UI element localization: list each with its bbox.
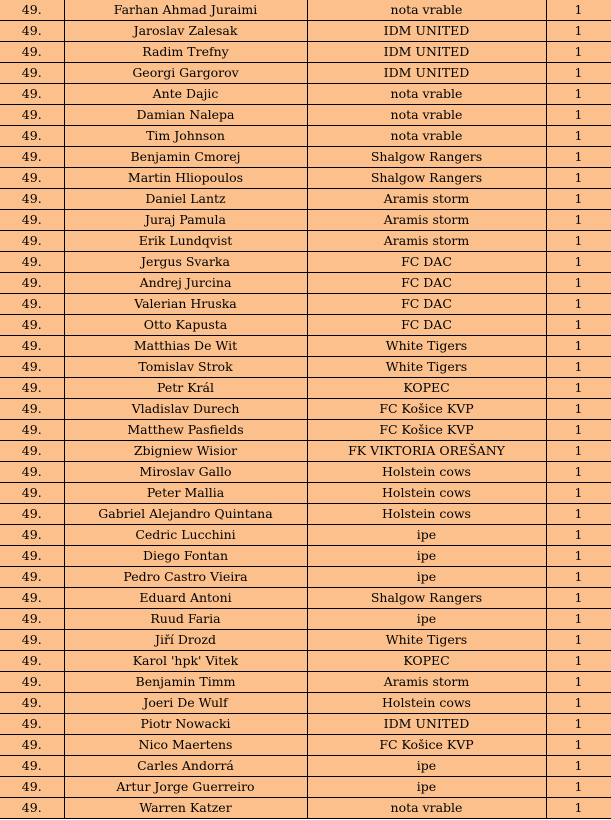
- team-name-cell: Holstein cows: [307, 693, 546, 714]
- team-name-cell: KOPEC: [307, 651, 546, 672]
- rank-cell: 49.: [0, 651, 64, 672]
- table-row: [0, 525, 611, 546]
- rank-cell: 49.: [0, 420, 64, 441]
- count-cell: 1: [546, 0, 611, 21]
- rank-cell: 49.: [0, 336, 64, 357]
- rank-cell: 49.: [0, 567, 64, 588]
- count-cell: 1: [546, 609, 611, 630]
- player-name-cell: Karol 'hpk' Vitek: [64, 651, 307, 672]
- rank-cell: 49.: [0, 0, 64, 21]
- count-cell: 1: [546, 210, 611, 231]
- table-row: [0, 735, 611, 756]
- team-name-cell: IDM UNITED: [307, 42, 546, 63]
- rank-cell: 49.: [0, 42, 64, 63]
- rank-cell: 49.: [0, 252, 64, 273]
- count-cell: 1: [546, 357, 611, 378]
- count-cell: 1: [546, 483, 611, 504]
- table-row: [0, 168, 611, 189]
- table-row: [0, 378, 611, 399]
- player-name-cell: Matthias De Wit: [64, 336, 307, 357]
- rank-cell: 49.: [0, 357, 64, 378]
- count-cell: 1: [546, 735, 611, 756]
- count-cell: 1: [546, 378, 611, 399]
- count-cell: 1: [546, 462, 611, 483]
- team-name-cell: White Tigers: [307, 630, 546, 651]
- count-cell: 1: [546, 672, 611, 693]
- rank-cell: 49.: [0, 189, 64, 210]
- player-name-cell: Peter Mallia: [64, 483, 307, 504]
- rank-cell: 49.: [0, 504, 64, 525]
- count-cell: 1: [546, 231, 611, 252]
- table-row: [0, 630, 611, 651]
- player-name-cell: Tim Johnson: [64, 126, 307, 147]
- player-name-cell: Radim Trefny: [64, 42, 307, 63]
- player-name-cell: Warren Katzer: [64, 798, 307, 819]
- team-name-cell: ipe: [307, 609, 546, 630]
- count-cell: 1: [546, 84, 611, 105]
- team-name-cell: Shalgow Rangers: [307, 147, 546, 168]
- player-name-cell: Ruud Faria: [64, 609, 307, 630]
- rank-cell: 49.: [0, 756, 64, 777]
- team-name-cell: White Tigers: [307, 357, 546, 378]
- team-name-cell: FC Košice KVP: [307, 735, 546, 756]
- table-row: [0, 483, 611, 504]
- player-name-cell: Valerian Hruska: [64, 294, 307, 315]
- rank-cell: 49.: [0, 441, 64, 462]
- rank-cell: 49.: [0, 294, 64, 315]
- player-name-cell: Juraj Pamula: [64, 210, 307, 231]
- player-name-cell: Erik Lundqvist: [64, 231, 307, 252]
- count-cell: 1: [546, 42, 611, 63]
- table-row: [0, 294, 611, 315]
- player-name-cell: Jiří Drozd: [64, 630, 307, 651]
- rank-cell: 49.: [0, 147, 64, 168]
- player-name-cell: Artur Jorge Guerreiro: [64, 777, 307, 798]
- team-name-cell: ipe: [307, 567, 546, 588]
- team-name-cell: FC DAC: [307, 294, 546, 315]
- rank-cell: 49.: [0, 483, 64, 504]
- table-row: [0, 42, 611, 63]
- rank-cell: 49.: [0, 735, 64, 756]
- count-cell: 1: [546, 126, 611, 147]
- table-row: [0, 336, 611, 357]
- rank-cell: 49.: [0, 21, 64, 42]
- player-name-cell: Matthew Pasfields: [64, 420, 307, 441]
- rank-cell: 49.: [0, 378, 64, 399]
- table-row: [0, 798, 611, 819]
- table-row: [0, 273, 611, 294]
- table-row: [0, 21, 611, 42]
- team-name-cell: IDM UNITED: [307, 21, 546, 42]
- team-name-cell: KOPEC: [307, 378, 546, 399]
- player-name-cell: Cedric Lucchini: [64, 525, 307, 546]
- table-row: [0, 546, 611, 567]
- team-name-cell: Shalgow Rangers: [307, 168, 546, 189]
- count-cell: 1: [546, 252, 611, 273]
- player-name-cell: Daniel Lantz: [64, 189, 307, 210]
- count-cell: 1: [546, 336, 611, 357]
- rank-cell: 49.: [0, 630, 64, 651]
- team-name-cell: nota vrable: [307, 126, 546, 147]
- table-row: [0, 0, 611, 21]
- rank-cell: 49.: [0, 672, 64, 693]
- player-name-cell: Farhan Ahmad Juraimi: [64, 0, 307, 21]
- count-cell: 1: [546, 525, 611, 546]
- player-name-cell: Vladislav Durech: [64, 399, 307, 420]
- player-name-cell: Diego Fontan: [64, 546, 307, 567]
- player-name-cell: Benjamin Timm: [64, 672, 307, 693]
- count-cell: 1: [546, 105, 611, 126]
- player-name-cell: Gabriel Alejandro Quintana: [64, 504, 307, 525]
- player-name-cell: Jaroslav Zalesak: [64, 21, 307, 42]
- player-name-cell: Martin Hliopoulos: [64, 168, 307, 189]
- count-cell: 1: [546, 294, 611, 315]
- count-cell: 1: [546, 504, 611, 525]
- rank-cell: 49.: [0, 693, 64, 714]
- rank-cell: 49.: [0, 777, 64, 798]
- table-row: [0, 231, 611, 252]
- team-name-cell: Holstein cows: [307, 462, 546, 483]
- player-name-cell: Zbigniew Wisior: [64, 441, 307, 462]
- table-row: [0, 126, 611, 147]
- team-name-cell: IDM UNITED: [307, 714, 546, 735]
- team-name-cell: FC DAC: [307, 315, 546, 336]
- count-cell: 1: [546, 588, 611, 609]
- count-cell: 1: [546, 777, 611, 798]
- team-name-cell: Holstein cows: [307, 504, 546, 525]
- rank-cell: 49.: [0, 525, 64, 546]
- player-name-cell: Andrej Jurcina: [64, 273, 307, 294]
- rank-cell: 49.: [0, 105, 64, 126]
- count-cell: 1: [546, 798, 611, 819]
- team-name-cell: ipe: [307, 756, 546, 777]
- team-name-cell: nota vrable: [307, 798, 546, 819]
- rank-cell: 49.: [0, 609, 64, 630]
- count-cell: 1: [546, 441, 611, 462]
- table-row: [0, 714, 611, 735]
- team-name-cell: ipe: [307, 777, 546, 798]
- table-row: [0, 651, 611, 672]
- count-cell: 1: [546, 420, 611, 441]
- count-cell: 1: [546, 693, 611, 714]
- count-cell: 1: [546, 546, 611, 567]
- team-name-cell: FK VIKTORIA OREŠANY: [307, 441, 546, 462]
- team-name-cell: Aramis storm: [307, 672, 546, 693]
- player-name-cell: Ante Dajic: [64, 84, 307, 105]
- team-name-cell: ipe: [307, 546, 546, 567]
- team-name-cell: nota vrable: [307, 0, 546, 21]
- player-name-cell: Damian Nalepa: [64, 105, 307, 126]
- count-cell: 1: [546, 21, 611, 42]
- rank-cell: 49.: [0, 126, 64, 147]
- rank-cell: 49.: [0, 714, 64, 735]
- rank-cell: 49.: [0, 168, 64, 189]
- table-row: [0, 441, 611, 462]
- table-row: [0, 504, 611, 525]
- team-name-cell: Aramis storm: [307, 189, 546, 210]
- table-row: [0, 462, 611, 483]
- count-cell: 1: [546, 567, 611, 588]
- count-cell: 1: [546, 168, 611, 189]
- player-name-cell: Nico Maertens: [64, 735, 307, 756]
- rank-cell: 49.: [0, 546, 64, 567]
- rank-cell: 49.: [0, 210, 64, 231]
- table-row: [0, 189, 611, 210]
- team-name-cell: Aramis storm: [307, 231, 546, 252]
- table-row: [0, 210, 611, 231]
- table-row: [0, 672, 611, 693]
- rank-cell: 49.: [0, 588, 64, 609]
- count-cell: 1: [546, 189, 611, 210]
- team-name-cell: ipe: [307, 525, 546, 546]
- table-row: [0, 252, 611, 273]
- rank-cell: 49.: [0, 63, 64, 84]
- rank-cell: 49.: [0, 462, 64, 483]
- table-row: [0, 420, 611, 441]
- table-row: [0, 693, 611, 714]
- player-name-cell: Jergus Svarka: [64, 252, 307, 273]
- count-cell: 1: [546, 63, 611, 84]
- table-row: [0, 105, 611, 126]
- team-name-cell: nota vrable: [307, 84, 546, 105]
- team-name-cell: FC Košice KVP: [307, 420, 546, 441]
- count-cell: 1: [546, 714, 611, 735]
- table-row: [0, 357, 611, 378]
- player-name-cell: Otto Kapusta: [64, 315, 307, 336]
- count-cell: 1: [546, 315, 611, 336]
- player-name-cell: Joeri De Wulf: [64, 693, 307, 714]
- team-name-cell: Shalgow Rangers: [307, 588, 546, 609]
- table-row: [0, 63, 611, 84]
- rank-cell: 49.: [0, 798, 64, 819]
- team-name-cell: FC DAC: [307, 252, 546, 273]
- player-name-cell: Benjamin Cmorej: [64, 147, 307, 168]
- rank-cell: 49.: [0, 315, 64, 336]
- count-cell: 1: [546, 651, 611, 672]
- team-name-cell: IDM UNITED: [307, 63, 546, 84]
- team-name-cell: Aramis storm: [307, 210, 546, 231]
- team-name-cell: FC DAC: [307, 273, 546, 294]
- table-row: [0, 777, 611, 798]
- rank-cell: 49.: [0, 231, 64, 252]
- player-name-cell: Georgi Gargorov: [64, 63, 307, 84]
- team-name-cell: nota vrable: [307, 105, 546, 126]
- table-row: [0, 315, 611, 336]
- player-name-cell: Miroslav Gallo: [64, 462, 307, 483]
- count-cell: 1: [546, 273, 611, 294]
- player-name-cell: Pedro Castro Vieira: [64, 567, 307, 588]
- count-cell: 1: [546, 756, 611, 777]
- count-cell: 1: [546, 399, 611, 420]
- rank-cell: 49.: [0, 399, 64, 420]
- player-name-cell: Carles Andorrá: [64, 756, 307, 777]
- rank-cell: 49.: [0, 84, 64, 105]
- table-row: [0, 399, 611, 420]
- table-row: [0, 147, 611, 168]
- player-name-cell: Eduard Antoni: [64, 588, 307, 609]
- table-row: [0, 588, 611, 609]
- table-row: [0, 84, 611, 105]
- table-row: [0, 609, 611, 630]
- team-name-cell: Holstein cows: [307, 483, 546, 504]
- table-row: [0, 567, 611, 588]
- player-name-cell: Petr Král: [64, 378, 307, 399]
- team-name-cell: White Tigers: [307, 336, 546, 357]
- count-cell: 1: [546, 630, 611, 651]
- player-name-cell: Tomislav Strok: [64, 357, 307, 378]
- player-name-cell: Piotr Nowacki: [64, 714, 307, 735]
- rank-cell: 49.: [0, 273, 64, 294]
- count-cell: 1: [546, 147, 611, 168]
- team-name-cell: FC Košice KVP: [307, 399, 546, 420]
- table-row: [0, 756, 611, 777]
